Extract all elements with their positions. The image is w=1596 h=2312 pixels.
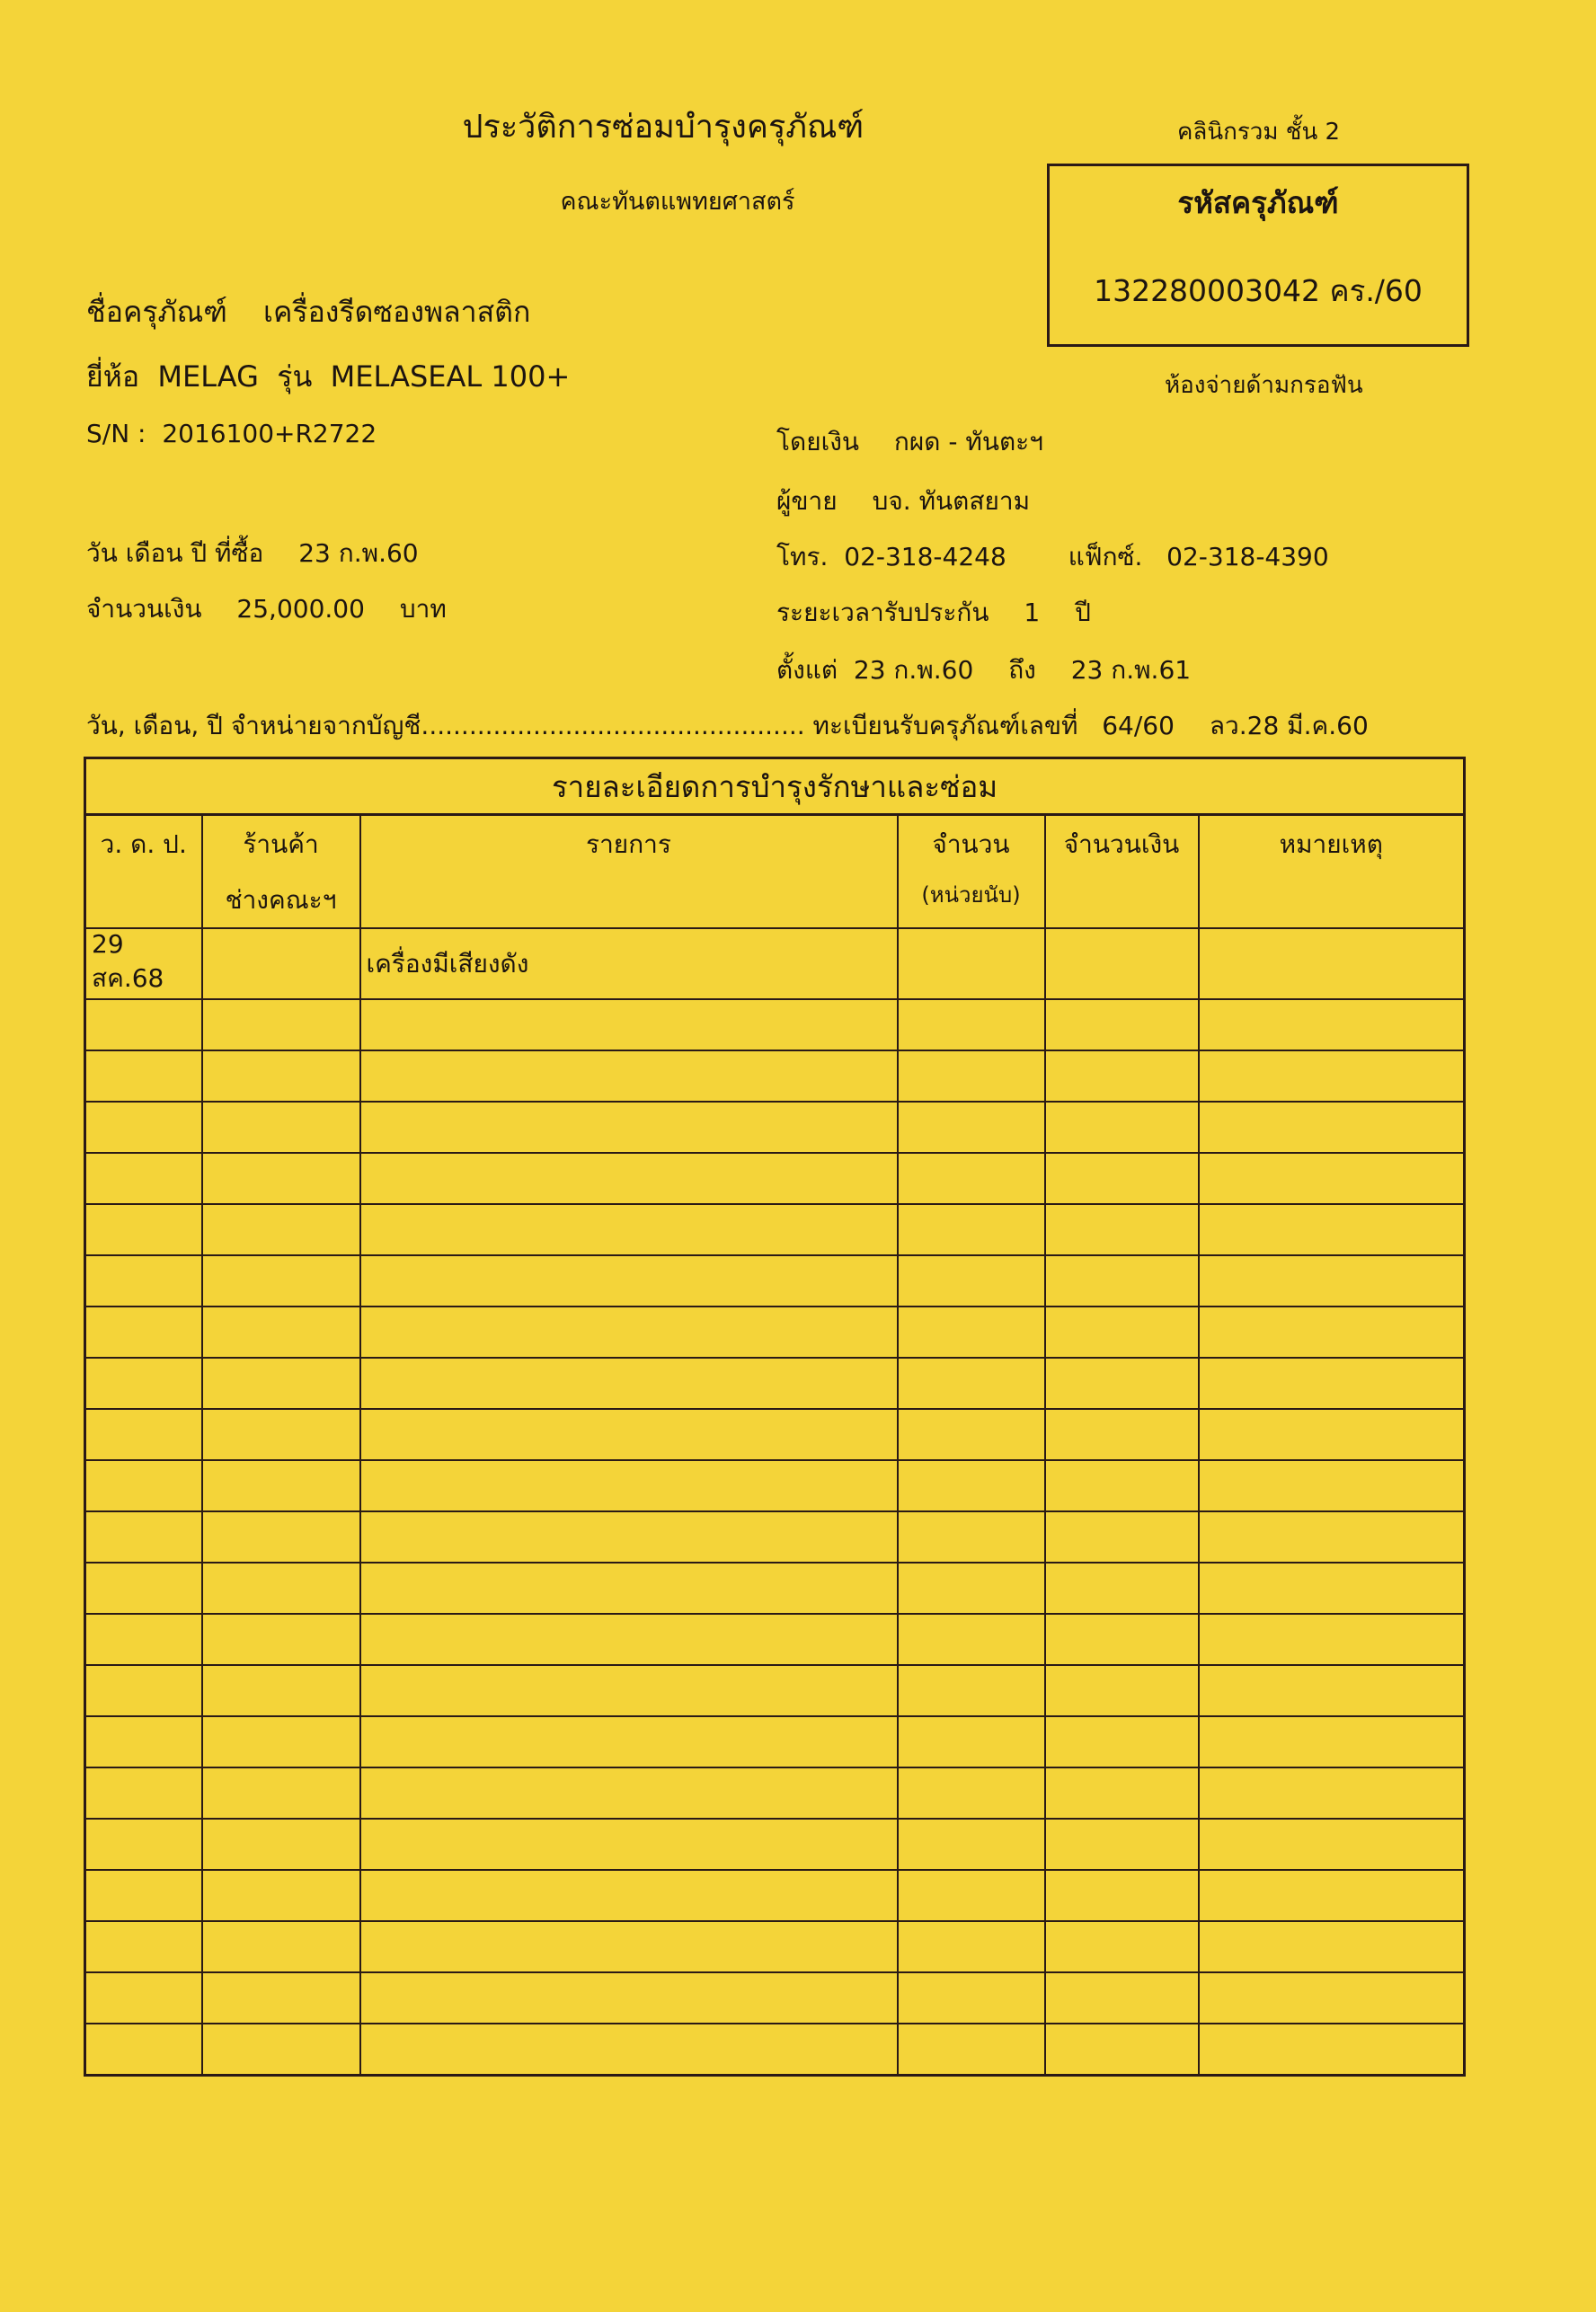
blank-cell — [85, 1870, 202, 1921]
blank-cell — [898, 1819, 1045, 1870]
blank-cell — [898, 1460, 1045, 1511]
blank-cell — [1045, 1358, 1199, 1409]
blank-cell — [1045, 2024, 1199, 2076]
contact-line — [776, 537, 1329, 577]
amount-line — [86, 589, 447, 629]
blank-cell — [85, 1204, 202, 1255]
fund-line — [776, 422, 1043, 462]
warranty-line — [776, 593, 1091, 633]
brand-value: MELAG — [157, 359, 259, 394]
blank-cell — [85, 1460, 202, 1511]
blank-cell — [1199, 1921, 1465, 1972]
blank-cell — [1199, 1563, 1465, 1614]
blank-cell — [360, 1255, 898, 1307]
fax-value: 02-318-4390 — [1166, 542, 1329, 571]
model-label: รุ่น — [277, 359, 313, 394]
blank-cell — [1045, 1460, 1199, 1511]
blank-cell — [1045, 999, 1199, 1050]
col-note-header: หมายเหตุ — [1199, 815, 1465, 929]
row-amount — [1045, 928, 1199, 999]
to-label: ถึง — [1008, 655, 1036, 685]
blank-cell — [1045, 1102, 1199, 1153]
blank-cell — [898, 1716, 1045, 1767]
blank-cell — [1045, 1050, 1199, 1102]
blank-cell — [360, 1050, 898, 1102]
blank-cell — [85, 1972, 202, 2024]
blank-cell — [85, 1255, 202, 1307]
blank-cell — [360, 1204, 898, 1255]
blank-cell — [1199, 1358, 1465, 1409]
table-row — [85, 928, 1465, 999]
col-date-header: ว. ด. ป. — [85, 815, 202, 929]
phone-value: 02-318-4248 — [844, 542, 1006, 571]
amount-unit: บาท — [399, 594, 447, 624]
blank-cell — [202, 1921, 360, 1972]
blank-cell — [85, 1921, 202, 1972]
serial-line — [86, 419, 377, 448]
fund-label: โดยเงิน — [776, 427, 860, 456]
blank-cell — [85, 1153, 202, 1204]
serial-label: S/N : — [86, 419, 146, 448]
blank-cell — [898, 1972, 1045, 2024]
blank-cell — [85, 1050, 202, 1102]
blank-cell — [898, 1050, 1045, 1102]
blank-cell — [360, 1972, 898, 2024]
blank-cell — [202, 1665, 360, 1716]
blank-cell — [202, 1153, 360, 1204]
brand-label: ยี่ห้อ — [86, 359, 140, 394]
blank-cell — [85, 1307, 202, 1358]
blank-table-row — [85, 2024, 1465, 2076]
from-value: 23 ก.พ.60 — [853, 655, 974, 685]
warranty-label: ระยะเวลารับประกัน — [776, 598, 989, 627]
blank-cell — [202, 1102, 360, 1153]
blank-cell — [1199, 1204, 1465, 1255]
purchase-date-label: วัน เดือน ปี ที่ซื้อ — [86, 538, 264, 568]
purchase-date-value: 23 ก.พ.60 — [298, 538, 419, 568]
blank-cell — [85, 1358, 202, 1409]
brand-line — [86, 354, 570, 400]
blank-cell — [1045, 1819, 1199, 1870]
register-value: 64/60 — [1102, 711, 1175, 740]
blank-cell — [898, 1665, 1045, 1716]
warranty-period-line — [776, 651, 1191, 690]
blank-cell — [202, 1716, 360, 1767]
equipment-code-label: รหัสครุภัณฑ์ — [1177, 185, 1339, 220]
blank-cell — [1199, 1716, 1465, 1767]
purchase-date-line — [86, 534, 419, 573]
blank-cell — [1045, 1255, 1199, 1307]
blank-table-row — [85, 1819, 1465, 1870]
blank-cell — [85, 1102, 202, 1153]
blank-cell — [898, 1767, 1045, 1819]
blank-cell — [898, 1563, 1045, 1614]
blank-cell — [898, 999, 1045, 1050]
blank-table-row — [85, 1511, 1465, 1563]
blank-cell — [360, 1460, 898, 1511]
from-label: ตั้งแต่ — [776, 655, 838, 685]
blank-cell — [202, 1050, 360, 1102]
blank-cell — [202, 1563, 360, 1614]
blank-table-row — [85, 1972, 1465, 2024]
blank-cell — [1199, 2024, 1465, 2076]
blank-table-row — [85, 1409, 1465, 1460]
col-qty-header: จำนวน (หน่วยนับ) — [898, 815, 1045, 929]
blank-cell — [85, 1614, 202, 1665]
blank-cell — [1045, 1716, 1199, 1767]
blank-cell — [202, 1460, 360, 1511]
seller-label: ผู้ขาย — [776, 486, 838, 516]
blank-table-row — [85, 1153, 1465, 1204]
blank-cell — [1199, 1307, 1465, 1358]
blank-cell — [360, 1767, 898, 1819]
blank-cell — [1199, 1102, 1465, 1153]
blank-table-row — [85, 1921, 1465, 1972]
row-shop — [202, 928, 360, 999]
blank-table-row — [85, 1563, 1465, 1614]
faculty-name: คณะทันตแพทยศาสตร์ — [560, 188, 795, 216]
blank-cell — [1199, 1153, 1465, 1204]
blank-cell — [1045, 1614, 1199, 1665]
blank-cell — [360, 1511, 898, 1563]
blank-cell — [898, 1614, 1045, 1665]
col-shop-header: ร้านค้า ช่างคณะฯ — [202, 815, 360, 929]
blank-cell — [360, 1921, 898, 1972]
blank-table-row — [85, 1204, 1465, 1255]
blank-cell — [360, 1358, 898, 1409]
blank-cell — [85, 1716, 202, 1767]
warranty-value: 1 — [1024, 598, 1041, 627]
blank-cell — [85, 1819, 202, 1870]
blank-table-row — [85, 1870, 1465, 1921]
row-item: เครื่องมีเสียงดัง — [360, 928, 898, 999]
blank-cell — [898, 1255, 1045, 1307]
fax-label: แฟ็กซ์. — [1068, 542, 1143, 571]
phone-label: โทร. — [776, 542, 829, 571]
blank-cell — [360, 1870, 898, 1921]
blank-table-row — [85, 1050, 1465, 1102]
blank-cell — [202, 1511, 360, 1563]
seller-line — [776, 482, 1030, 521]
blank-cell — [1199, 1665, 1465, 1716]
blank-cell — [85, 1665, 202, 1716]
blank-cell — [898, 1307, 1045, 1358]
serial-value: 2016100+R2722 — [162, 419, 377, 448]
blank-cell — [1199, 1050, 1465, 1102]
blank-cell — [360, 1563, 898, 1614]
blank-table-row — [85, 1307, 1465, 1358]
col-amount-header: จำนวนเงิน — [1045, 815, 1199, 929]
table-title: รายละเอียดการบำรุงรักษาและซ่อม — [85, 758, 1465, 815]
blank-cell — [1045, 1665, 1199, 1716]
blank-cell — [85, 2024, 202, 2076]
blank-cell — [360, 1307, 898, 1358]
blank-table-row — [85, 999, 1465, 1050]
blank-cell — [202, 999, 360, 1050]
blank-table-row — [85, 1614, 1465, 1665]
blank-cell — [1045, 1972, 1199, 2024]
seller-value: บจ. ทันตสยาม — [872, 486, 1031, 516]
blank-cell — [1199, 1819, 1465, 1870]
blank-cell — [85, 1767, 202, 1819]
amount-label: จำนวนเงิน — [86, 594, 202, 624]
register-date: ลว.28 มี.ค.60 — [1209, 711, 1369, 740]
blank-table-row — [85, 1255, 1465, 1307]
blank-cell — [898, 1511, 1045, 1563]
blank-cell — [202, 1409, 360, 1460]
blank-cell — [360, 1614, 898, 1665]
blank-cell — [85, 1511, 202, 1563]
disposal-register-line — [86, 706, 1369, 746]
form-title: ประวัติการซ่อมบำรุงครุภัณฑ์ — [462, 109, 864, 146]
blank-cell — [360, 999, 898, 1050]
blank-cell — [202, 1819, 360, 1870]
blank-cell — [1199, 999, 1465, 1050]
blank-cell — [898, 1409, 1045, 1460]
blank-cell — [202, 1358, 360, 1409]
maintenance-table — [84, 757, 1466, 2077]
blank-cell — [898, 2024, 1045, 2076]
blank-cell — [202, 1204, 360, 1255]
blank-cell — [360, 1153, 898, 1204]
blank-cell — [1199, 1870, 1465, 1921]
equipment-code-value: 132280003042 คร./60 — [1094, 273, 1423, 308]
blank-cell — [1045, 1204, 1199, 1255]
blank-table-row — [85, 1716, 1465, 1767]
equipment-name-line — [86, 289, 530, 335]
blank-cell — [898, 1358, 1045, 1409]
blank-cell — [898, 1921, 1045, 1972]
row-date: 29 สค.68 — [85, 928, 202, 999]
blank-cell — [1045, 1921, 1199, 1972]
blank-cell — [202, 1307, 360, 1358]
col-item-header: รายการ — [360, 815, 898, 929]
blank-cell — [202, 1767, 360, 1819]
blank-cell — [360, 1665, 898, 1716]
fund-value: กผด - ทันตะฯ — [893, 427, 1043, 456]
blank-cell — [202, 1870, 360, 1921]
blank-cell — [360, 1102, 898, 1153]
blank-table-row — [85, 1358, 1465, 1409]
blank-cell — [360, 1819, 898, 1870]
blank-cell — [1045, 1563, 1199, 1614]
blank-cell — [1045, 1409, 1199, 1460]
blank-table-row — [85, 1665, 1465, 1716]
blank-cell — [202, 1255, 360, 1307]
blank-cell — [1199, 1972, 1465, 2024]
equipment-code-box — [1047, 164, 1469, 347]
blank-cell — [1045, 1511, 1199, 1563]
blank-cell — [85, 1563, 202, 1614]
row-note — [1199, 928, 1465, 999]
blank-cell — [1199, 1767, 1465, 1819]
room-label: ห้องจ่ายด้ามกรอฟัน — [1165, 372, 1363, 399]
disposal-dots: ................................................ — [421, 711, 805, 740]
disposal-label: วัน, เดือน, ปี จำหน่ายจากบัญชี — [86, 711, 421, 740]
blank-cell — [898, 1102, 1045, 1153]
blank-cell — [202, 2024, 360, 2076]
equipment-name-value: เครื่องรีดซองพลาสติก — [263, 295, 531, 329]
blank-cell — [898, 1204, 1045, 1255]
blank-cell — [360, 1409, 898, 1460]
blank-cell — [85, 999, 202, 1050]
blank-cell — [1199, 1255, 1465, 1307]
blank-cell — [1199, 1511, 1465, 1563]
blank-table-row — [85, 1102, 1465, 1153]
blank-cell — [1199, 1614, 1465, 1665]
blank-cell — [360, 1716, 898, 1767]
blank-cell — [85, 1409, 202, 1460]
model-value: MELASEAL 100+ — [330, 359, 571, 394]
blank-cell — [898, 1153, 1045, 1204]
blank-cell — [202, 1614, 360, 1665]
blank-cell — [1199, 1409, 1465, 1460]
to-value: 23 ก.พ.61 — [1070, 655, 1192, 685]
blank-cell — [1045, 1767, 1199, 1819]
blank-cell — [1045, 1153, 1199, 1204]
blank-table-row — [85, 1767, 1465, 1819]
clinic-label: คลินิกรวม ชั้น 2 — [1177, 119, 1341, 146]
warranty-unit: ปี — [1075, 598, 1091, 627]
blank-cell — [898, 1870, 1045, 1921]
blank-cell — [1045, 1870, 1199, 1921]
blank-cell — [1199, 1460, 1465, 1511]
amount-value: 25,000.00 — [236, 594, 365, 624]
blank-cell — [1045, 1307, 1199, 1358]
blank-table-row — [85, 1460, 1465, 1511]
blank-cell — [360, 2024, 898, 2076]
blank-cell — [202, 1972, 360, 2024]
row-qty — [898, 928, 1045, 999]
register-label: ทะเบียนรับครุภัณฑ์เลขที่ — [812, 711, 1078, 740]
equipment-name-label: ชื่อครุภัณฑ์ — [86, 295, 227, 329]
